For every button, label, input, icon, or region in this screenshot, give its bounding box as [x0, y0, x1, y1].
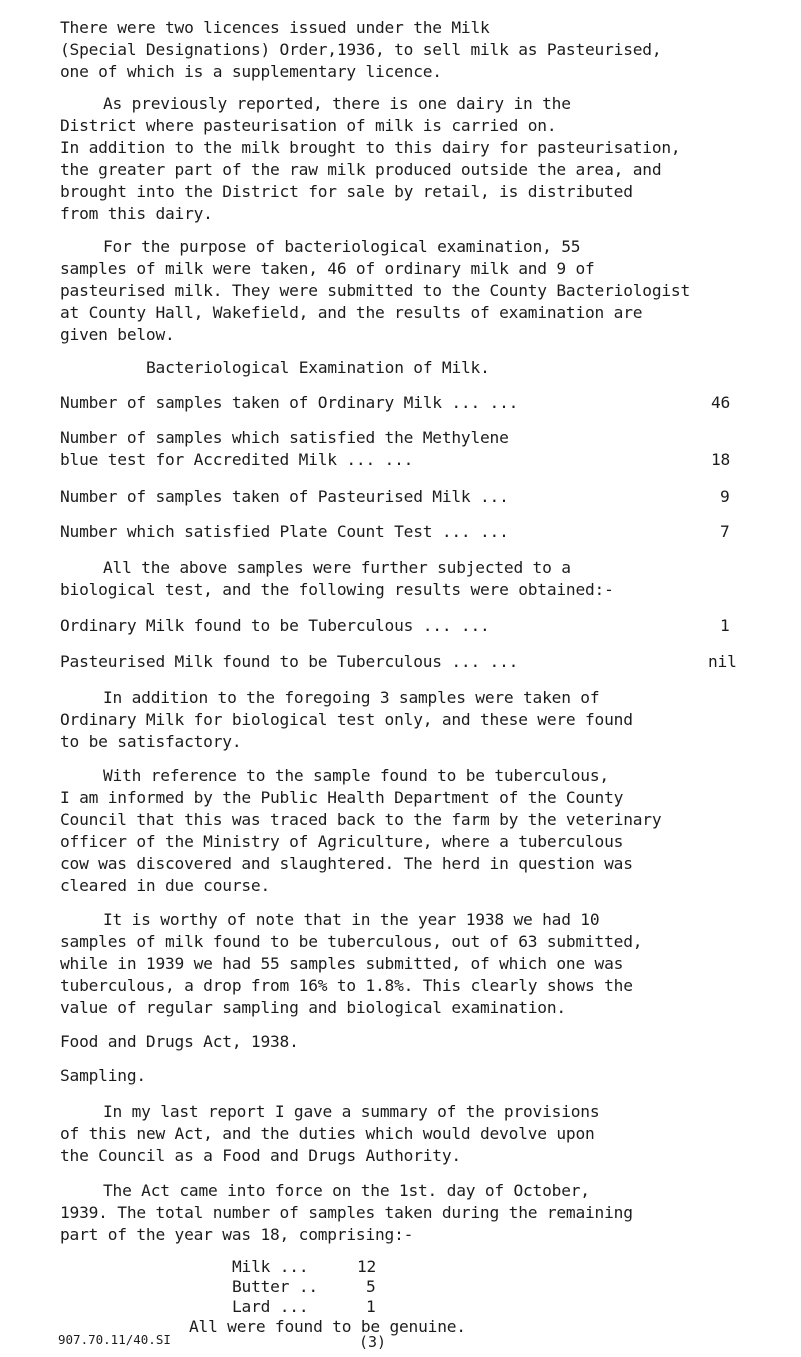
list-item-value: 1 — [366, 1297, 376, 1316]
text-line: For the purpose of bacteriological examination, 55 — [103, 237, 581, 256]
text-line: the Council as a Food and Drugs Authority. — [60, 1146, 461, 1165]
text-line: cow was discovered and slaughtered. The herd in question was — [60, 854, 633, 873]
text-line: With reference to the sample found to be tuberculous, — [103, 766, 609, 785]
text-line: biological test, and the following results were obtained:- — [60, 580, 614, 599]
page-number: (3) — [359, 1333, 387, 1351]
text-line: In addition to the milk brought to this dairy for pasteurisation, — [60, 138, 681, 157]
text-line: while in 1939 we had 55 samples submitted, of which one was — [60, 954, 624, 973]
section-heading: Bacteriological Examination of Milk. — [146, 358, 490, 377]
text-line: at County Hall, Wakefield, and the results of examination are — [60, 303, 643, 322]
table-row-label: blue test for Accredited Milk ... ... — [60, 450, 414, 469]
text-line: value of regular sampling and biological examination. — [60, 998, 566, 1017]
text-line: I am informed by the Public Health Department of the County — [60, 788, 624, 807]
text-line: All were found to be genuine. — [189, 1317, 466, 1336]
list-item-label: Lard ... — [232, 1297, 309, 1316]
text-line: As previously reported, there is one dairy in the — [103, 94, 571, 113]
text-line: of this new Act, and the duties which would devolve upon — [60, 1124, 595, 1143]
text-line: part of the year was 18, comprising:- — [60, 1225, 414, 1244]
table-row-label: Number of samples taken of Ordinary Milk ... ... — [60, 393, 519, 412]
table-row-value: 18 — [711, 450, 731, 469]
table-row-value: nil — [708, 652, 737, 671]
text-line: pasteurised milk. They were submitted to the County Bacteriologist — [60, 281, 691, 300]
text-line: given below. — [60, 325, 175, 344]
table-row-value: 46 — [711, 393, 731, 412]
text-line: In addition to the foregoing 3 samples were taken of — [103, 688, 600, 707]
table-row-value: 7 — [720, 522, 730, 541]
text-line: (Special Designations) Order,1936, to sell milk as Pasteurised, — [60, 40, 662, 59]
table-row-value: 1 — [720, 616, 730, 635]
text-line: the greater part of the raw milk produced outside the area, and — [60, 160, 662, 179]
text-line: All the above samples were further subjected to a — [103, 558, 571, 577]
table-row-label: Ordinary Milk found to be Tuberculous ... ... — [60, 616, 490, 635]
text-line: samples of milk were taken, 46 of ordinary milk and 9 of — [60, 259, 595, 278]
text-line: brought into the District for sale by retail, is distributed — [60, 182, 633, 201]
table-row-label: Number of samples taken of Pasteurised Milk ... — [60, 487, 509, 506]
text-line: tuberculous, a drop from 16% to 1.8%. This clearly shows the — [60, 976, 633, 995]
text-line: In my last report I gave a summary of the provisions — [103, 1102, 600, 1121]
section-heading: Sampling. — [60, 1066, 146, 1085]
text-line: officer of the Ministry of Agriculture, where a tuberculous — [60, 832, 624, 851]
text-line: Council that this was traced back to the farm by the veterinary — [60, 810, 662, 829]
list-item-label: Milk ... — [232, 1257, 309, 1276]
text-line: It is worthy of note that in the year 1938 we had 10 — [103, 910, 600, 929]
table-row-label: Number of samples which satisfied the Methylene — [60, 428, 509, 447]
text-line: from this dairy. — [60, 204, 213, 223]
footer-code: 907.70.11/40.SI — [58, 1332, 171, 1347]
section-heading: Food and Drugs Act, 1938. — [60, 1032, 299, 1051]
text-line: cleared in due course. — [60, 876, 271, 895]
text-line: 1939. The total number of samples taken during the remaining — [60, 1203, 633, 1222]
text-line: Ordinary Milk for biological test only, and these were found — [60, 710, 633, 729]
list-item-value: 12 — [357, 1257, 377, 1276]
list-item-value: 5 — [366, 1277, 376, 1296]
table-row-label: Pasteurised Milk found to be Tuberculous ... ... — [60, 652, 519, 671]
text-line: The Act came into force on the 1st. day of October, — [103, 1181, 590, 1200]
text-line: to be satisfactory. — [60, 732, 242, 751]
text-line: samples of milk found to be tuberculous, out of 63 submitted, — [60, 932, 643, 951]
text-line: District where pasteurisation of milk is carried on. — [60, 116, 557, 135]
table-row-value: 9 — [720, 487, 730, 506]
list-item-label: Butter .. — [232, 1277, 318, 1296]
table-row-label: Number which satisfied Plate Count Test ... ... — [60, 522, 509, 541]
text-line: There were two licences issued under the Milk — [60, 18, 490, 37]
text-line: one of which is a supplementary licence. — [60, 62, 442, 81]
